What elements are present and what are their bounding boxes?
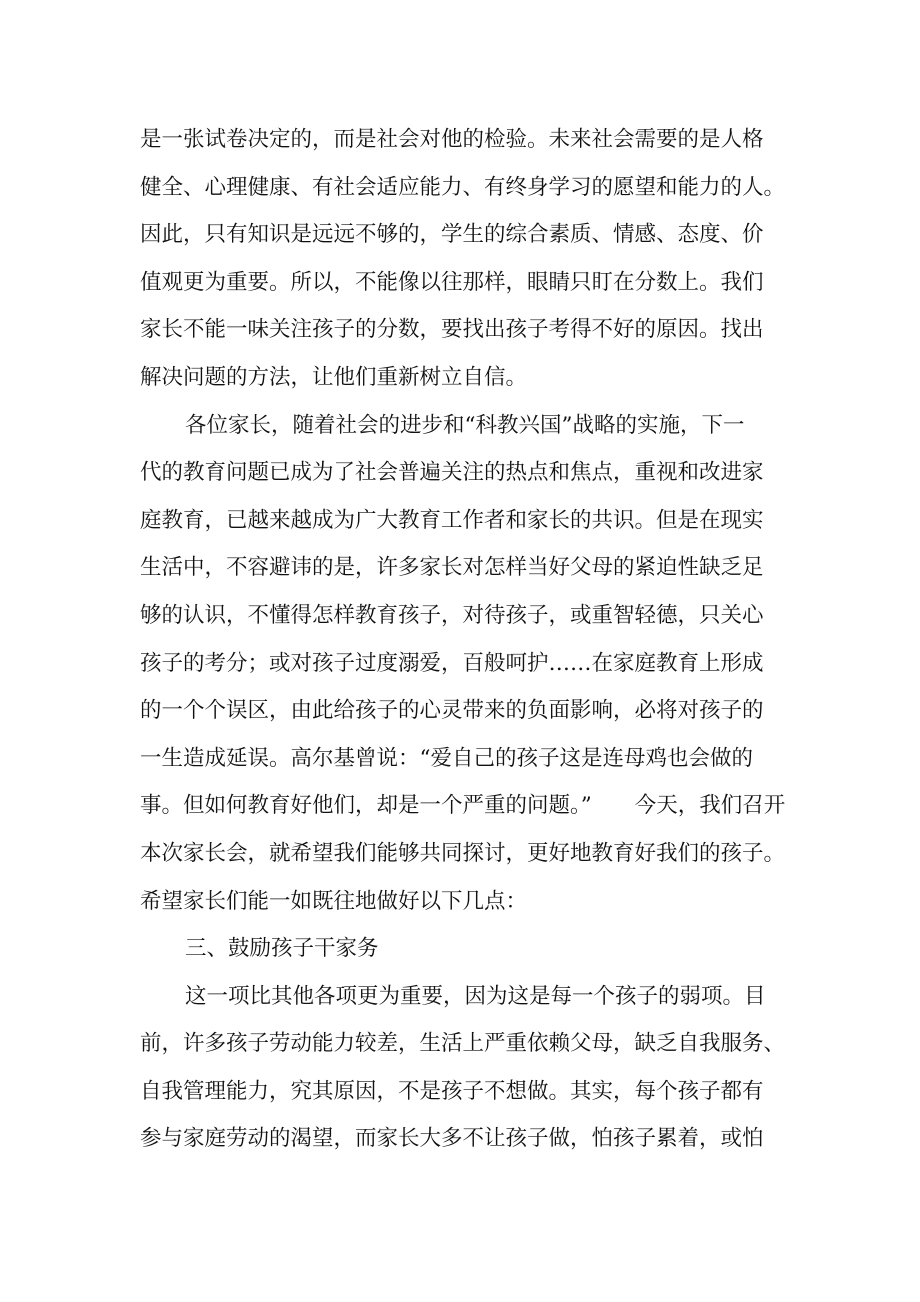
paragraph-line: 本次家长会，就希望我们能够共同探讨，更好地教育好我们的孩子。 [140, 840, 786, 866]
paragraph-line: 一生造成延误。高尔基曾说：“爱自己的孩子这是连母鸡也会做的 [140, 745, 753, 771]
paragraph-line: 这一项比其他各项更为重要，因为这是每一个孩子的弱项。目 [185, 983, 766, 1009]
paragraph-line: 前，许多孩子劳动能力较差，生活上严重依赖父母，缺乏自我服务、 [140, 1031, 786, 1057]
paragraph-line: 健全、心理健康、有社会适应能力、有终身学习的愿望和能力的人。 [140, 174, 786, 200]
paragraph-line: 家长不能一味关注孩子的分数，要找出孩子考得不好的原因。找出 [140, 317, 764, 343]
paragraph-line: 生活中，不容避讳的是，许多家长对怎样当好父母的紧迫性缺乏足 [140, 555, 764, 581]
section-heading: 三、鼓励孩子干家务 [185, 936, 379, 962]
paragraph-line: 庭教育，已越来越成为广大教育工作者和家长的共识。但是在现实 [140, 507, 764, 533]
paragraph-line: 的一个个误区，由此给孩子的心灵带来的负面影响，必将对孩子的 [140, 698, 764, 724]
paragraph-line: 希望家长们能一如既往地做好以下几点： [140, 888, 528, 914]
paragraph-line: 是一张试卷决定的，而是社会对他的检验。未来社会需要的是人格 [140, 127, 764, 152]
document-body [140, 116, 790, 1163]
paragraph-line: 孩子的考分；或对孩子过度溺爱，百般呵护……在家庭教育上形成 [140, 650, 764, 676]
paragraph-line: 因此，只有知识是远远不够的，学生的综合素质、情感、态度、价 [140, 222, 764, 248]
paragraph-line: 够的认识，不懂得怎样教育孩子，对待孩子，或重智轻德，只关心 [140, 602, 764, 628]
paragraph-line: 事。但如何教育好他们，却是一个严重的问题。” 今天，我们召开 [140, 793, 786, 819]
paragraph-line: 解决问题的方法，让他们重新树立自信。 [140, 364, 528, 390]
paragraph-line: 代的教育问题已成为了社会普遍关注的热点和焦点，重视和改进家 [140, 460, 764, 486]
paragraph-line: 值观更为重要。所以，不能像以往那样，眼睛只盯在分数上。我们 [140, 269, 764, 295]
paragraph-line: 自我管理能力，究其原因，不是孩子不想做。其实，每个孩子都有 [140, 1078, 764, 1104]
paragraph-line: 参与家庭劳动的渴望，而家长大多不让孩子做，怕孩子累着，或怕 [140, 1126, 764, 1152]
paragraph-line: 各位家长，随着社会的进步和“科教兴国”战略的实施，下一 [185, 412, 745, 438]
